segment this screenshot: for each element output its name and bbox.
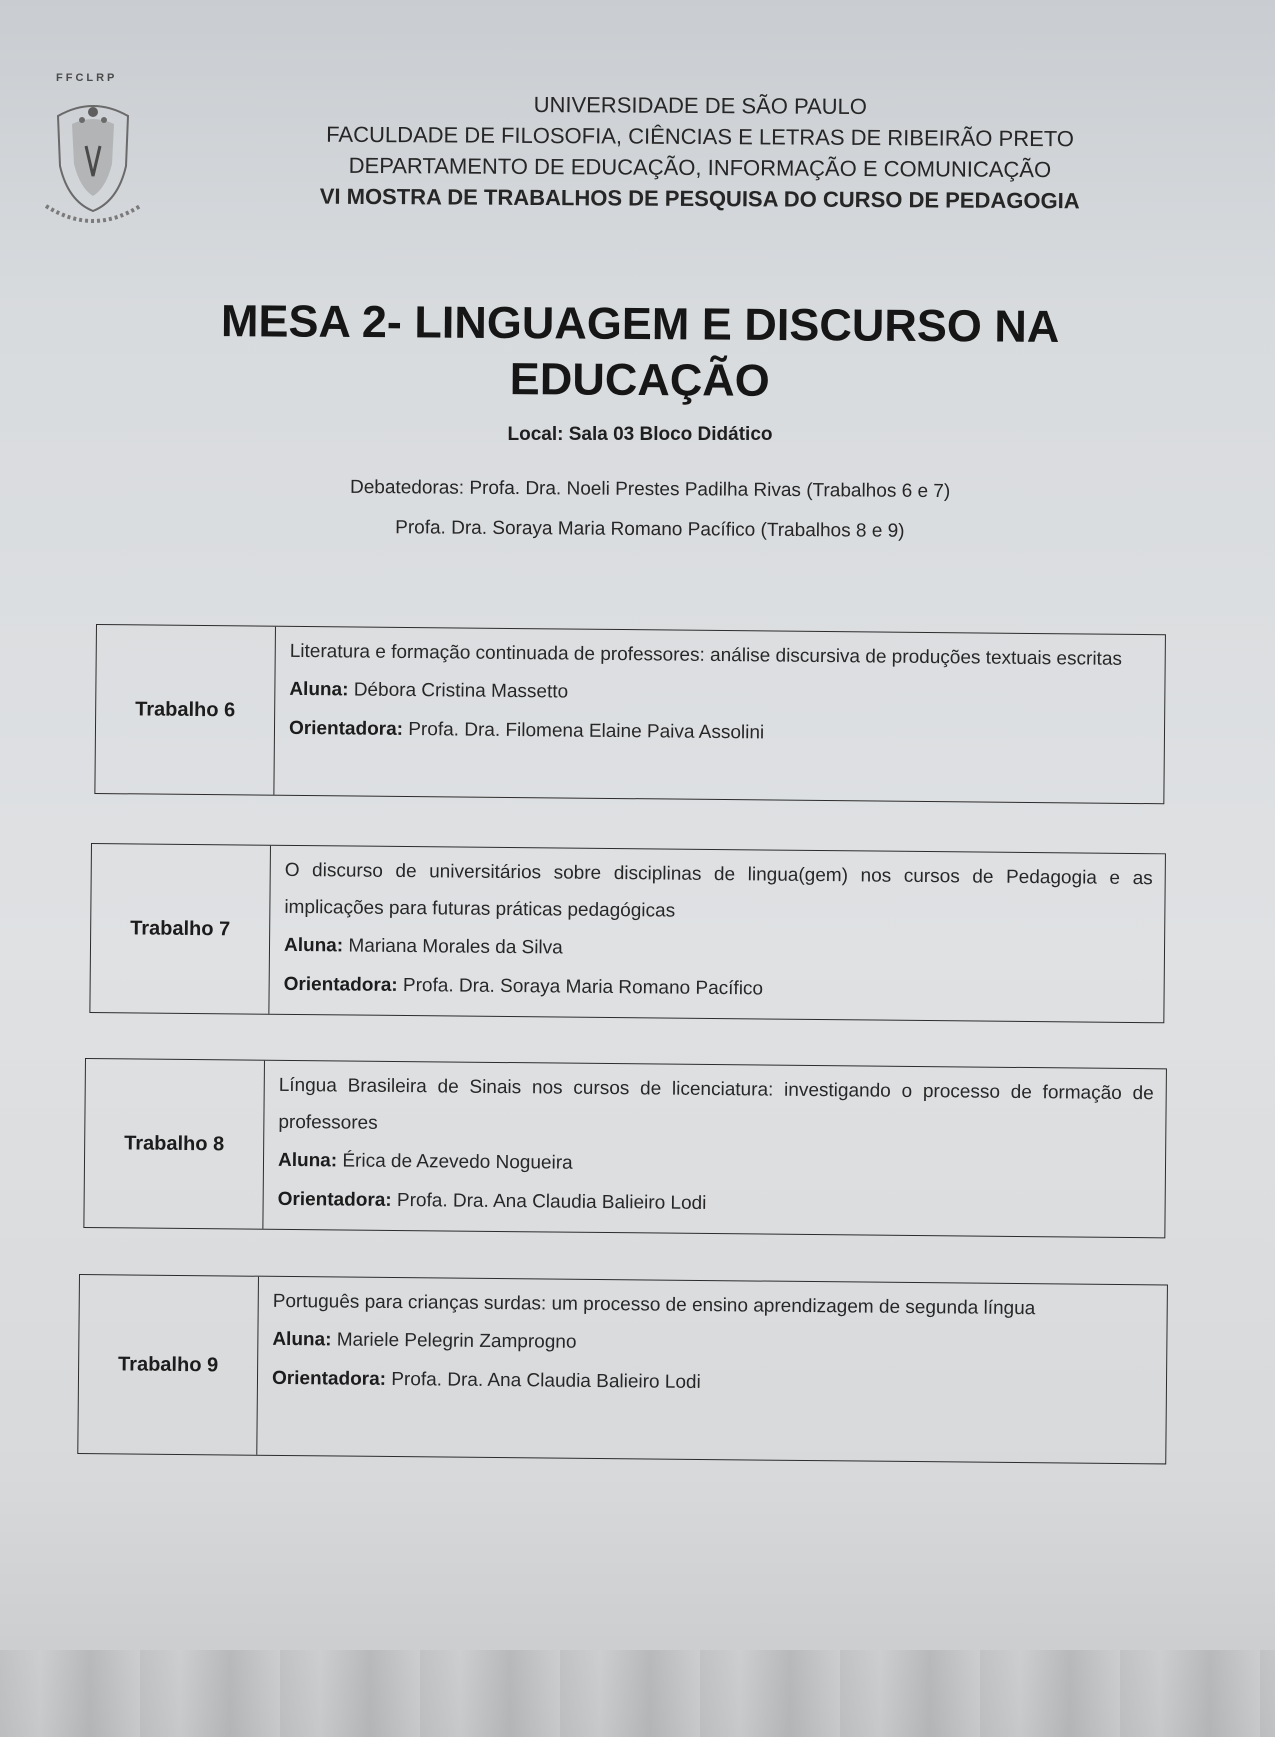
work-label: Trabalho 6 bbox=[95, 625, 276, 795]
student-label: Aluna: bbox=[283, 934, 344, 957]
work-title: Literatura e formação continuada de professores: análise discursiva de produções textuais escritas bbox=[289, 640, 1123, 670]
advisor-label: Orientadora: bbox=[271, 1367, 387, 1390]
work-advisor bbox=[272, 1359, 1154, 1406]
session-title bbox=[140, 293, 1141, 412]
work-info bbox=[269, 846, 1165, 1023]
student-name: Érica de Azevedo Nogueira bbox=[342, 1150, 573, 1174]
work-info bbox=[274, 627, 1165, 804]
student-name: Mariana Morales da Silva bbox=[348, 935, 563, 959]
work-box bbox=[94, 624, 1166, 804]
institution-header bbox=[230, 87, 1171, 217]
advisor-name: Profa. Dra. Filomena Elaine Paiva Assolini bbox=[408, 719, 765, 744]
scan-artifact bbox=[0, 1650, 1275, 1737]
university-logo bbox=[38, 72, 148, 222]
session-location: Local: Sala 03 Bloco Didático bbox=[507, 424, 773, 445]
university-name: UNIVERSIDADE DE SÃO PAULO bbox=[533, 91, 868, 120]
work-label: Trabalho 9 bbox=[78, 1275, 259, 1455]
work-info bbox=[263, 1061, 1166, 1238]
advisor-label: Orientadora: bbox=[283, 973, 398, 996]
department-name: DEPARTAMENTO DE EDUCAÇÃO, INFORMAÇÃO E COMUNICAÇÃO bbox=[348, 152, 1052, 183]
advisor-name: Profa. Dra. Soraya Maria Romano Pacífico bbox=[402, 975, 764, 1000]
event-name: VI MOSTRA DE TRABALHOS DE PESQUISA DO CURSO DE PEDAGOGIA bbox=[319, 183, 1080, 214]
work-box bbox=[83, 1058, 1167, 1238]
debater-line-2: Profa. Dra. Soraya Maria Romano Pacífico (Trabalhos 8 e 9) bbox=[395, 517, 905, 542]
student-label: Aluna: bbox=[289, 678, 349, 701]
logo-text: FFCLRP bbox=[56, 72, 118, 84]
debater-line-1: Debatedoras: Profa. Dra. Noeli Prestes Padilha Rivas (Trabalhos 6 e 7) bbox=[349, 476, 951, 503]
student-label: Aluna: bbox=[277, 1149, 338, 1172]
advisor-label: Orientadora: bbox=[277, 1188, 392, 1211]
work-info bbox=[257, 1277, 1167, 1464]
work-advisor bbox=[289, 709, 1152, 756]
work-box bbox=[89, 843, 1166, 1023]
work-label: Trabalho 8 bbox=[84, 1059, 265, 1229]
advisor-label: Orientadora: bbox=[288, 717, 404, 740]
session-title-line1: MESA 2- LINGUAGEM E DISCURSO NA bbox=[220, 295, 1060, 352]
advisor-name: Profa. Dra. Ana Claudia Balieiro Lodi bbox=[391, 1369, 701, 1393]
student-name: Mariele Pelegrin Zamprogno bbox=[336, 1329, 577, 1353]
faculty-name: FACULDADE DE FILOSOFIA, CIÊNCIAS E LETRAS DE RIBEIRÃO PRETO bbox=[326, 121, 1075, 152]
work-advisor bbox=[283, 965, 1151, 1012]
session-title-line2: EDUCAÇÃO bbox=[509, 353, 770, 406]
student-label: Aluna: bbox=[272, 1328, 332, 1351]
work-title: Língua Brasileira de Sinais nos cursos de licenciatura: investigando o processo de formação de professores bbox=[278, 1074, 1154, 1134]
crest-icon bbox=[38, 86, 148, 226]
work-title: Português para crianças surdas: um processo de ensino aprendizagem de segunda língua bbox=[272, 1290, 1036, 1320]
work-label: Trabalho 7 bbox=[90, 844, 271, 1014]
debaters bbox=[250, 467, 1051, 553]
work-advisor bbox=[277, 1180, 1152, 1227]
advisor-name: Profa. Dra. Ana Claudia Balieiro Lodi bbox=[396, 1190, 707, 1214]
work-box bbox=[77, 1274, 1168, 1464]
student-name: Débora Cristina Massetto bbox=[353, 679, 569, 703]
work-title: O discurso de universitários sobre disciplinas de lingua(gem) nos cursos de Pedagogia e as implicações para futuras práticas pedagógicas bbox=[284, 859, 1153, 922]
